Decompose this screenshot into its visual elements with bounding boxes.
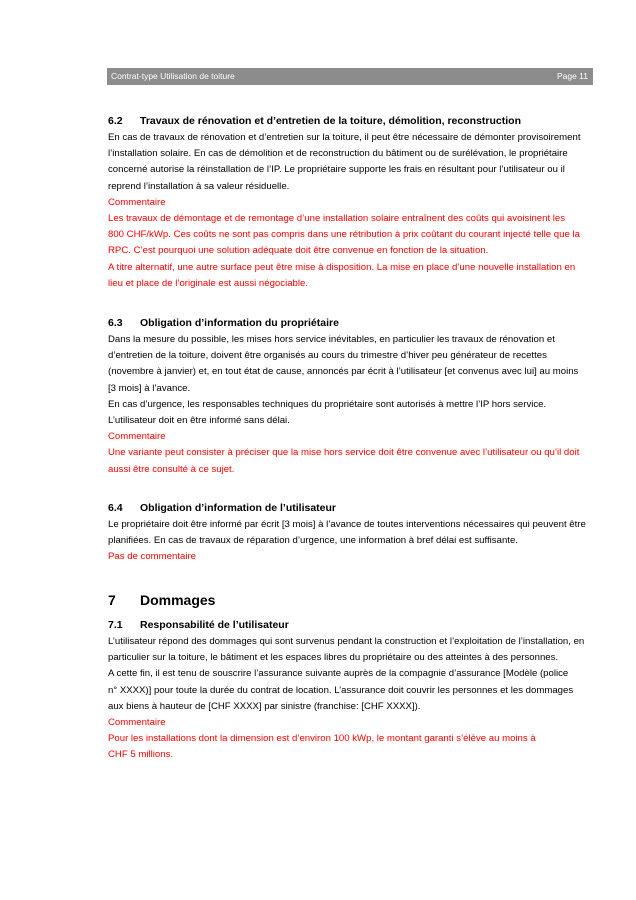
section-6-2-heading: [108, 115, 521, 127]
comment-line: RPC. C’est pourquoi une solution adéquate doit être convenue en fonction de la situation.: [108, 245, 489, 257]
comment-line: Pas de commentaire: [108, 551, 196, 563]
section-number: 6.3: [108, 317, 123, 329]
comment-label: Commentaire: [108, 717, 166, 729]
body-line: reprend l’installation à sa valeur résiduelle.: [108, 180, 290, 192]
body-line: [3 mois] à l’avance.: [108, 382, 191, 394]
section-6-4-heading: [108, 502, 336, 514]
body-line: L’utilisateur répond des dommages qui sont survenus pendant la construction et l’exploitation de l’installation, en: [108, 636, 585, 647]
body-line: A cette fin, il est tenu de souscrire l’assurance suivante auprès de la compagnie d’assurance [Modèle (police: [108, 668, 569, 680]
section-number: 6.2: [108, 115, 123, 127]
section-title: Travaux de rénovation et d’entretien de la toiture, démolition, reconstruction: [140, 115, 521, 127]
section-title: Obligation d’information de l’utilisateur: [140, 502, 337, 514]
section-title: Obligation d’information du propriétaire: [140, 317, 339, 329]
chapter-number: 7: [108, 592, 116, 608]
body-line: concerné autorise la réinstallation de l’IP. Le propriétaire supporte les frais en résultant pour l’utilisateur ou il: [108, 164, 565, 176]
comment-label: Commentaire: [108, 196, 166, 208]
comment-line: A titre alternatif, une autre surface peut être mise à disposition. La mise en place d’une nouvelle installation en: [108, 261, 576, 273]
page-number: Page 11: [556, 71, 588, 81]
section-6-3-heading: [108, 317, 339, 329]
document-title: Contrat-type Utilisation de toiture: [111, 71, 235, 81]
section-6-3-body: [108, 332, 594, 478]
comment-line: Une variante peut consister à préciser que la mise hors service doit être convenue avec l’utilisateur ou qu’il doit: [108, 447, 580, 459]
body-line: l’installation solaire. En cas de démolition et de reconstruction du bâtiment ou de surélévation, le propriétaire: [108, 148, 568, 160]
chapter-title: Dommages: [140, 592, 216, 608]
section-title: Responsabilité de l’utilisateur: [140, 619, 289, 631]
section-6-4-body: [108, 517, 594, 566]
section-7-1-body: [108, 634, 594, 764]
body-line: Dans la mesure du possible, les mises hors service inévitables, en particulier les travaux de rénovation et: [108, 334, 555, 345]
section-6-2-body: [108, 130, 594, 292]
comment-line: aussi être consulté à ce sujet.: [108, 463, 235, 475]
comment-line: Les travaux de démontage et de remontage d’une installation solaire entraînent des coûts qui avoisinent les: [108, 213, 566, 225]
body-line: (novembre à janvier) et, en tout état de cause, annoncés par écrit à l’utilisateur [et convenus avec lui] au moins: [108, 366, 579, 378]
body-line: particulier sur la toiture, le bâtiment et les espaces libres du propriétaire ou des atteintes à des personnes.: [108, 652, 559, 664]
section-7-1-heading: [108, 619, 289, 631]
section-number: 6.4: [108, 502, 123, 514]
comment-line: Pour les installations dont la dimension est d’environ 100 kWp, le montant garanti s’élève au moins à: [108, 733, 536, 745]
body-line: Le propriétaire doit être informé par écrit [3 mois] à l’avance de toutes interventions nécessaires qui peuvent être: [108, 519, 586, 530]
body-line: aux biens à hauteur de [CHF XXXX] par sinistre (franchise: [CHF XXXX]).: [108, 700, 421, 712]
comment-line: 800 CHF/kWp. Ces coûts ne sont pas compris dans une rétribution à prix coûtant du courant injecté telle que la: [108, 229, 580, 241]
comment-line: lieu et place de l’originale est aussi négociable.: [108, 277, 308, 289]
comment-line: CHF 5 millions.: [108, 749, 174, 761]
chapter-7-heading: [108, 592, 215, 608]
body-line: L’utilisateur doit en être informé sans délai.: [108, 415, 290, 427]
body-line: En cas d’urgence, les responsables techniques du propriétaire sont autorisés à mettre l’IP hors service.: [108, 398, 547, 410]
body-line: d’entretien de la toiture, doivent être organisés au cours du trimestre d’hiver peu générateur de recettes: [108, 350, 547, 362]
body-line: En cas de travaux de rénovation et d’entretien sur la toiture, il peut être nécessaire de démonter provisoirement: [108, 132, 581, 143]
body-line: planifiées. En cas de travaux de réparation d’urgence, une information à bref délai est suffisante.: [108, 535, 518, 547]
page-header-bar: [107, 68, 593, 85]
section-number: 7.1: [108, 619, 123, 631]
comment-label: Commentaire: [108, 431, 166, 443]
body-line: n° XXXX)] pour toute la durée du contrat de location. L’assurance doit couvrir les personnes et les dommages: [108, 684, 574, 696]
